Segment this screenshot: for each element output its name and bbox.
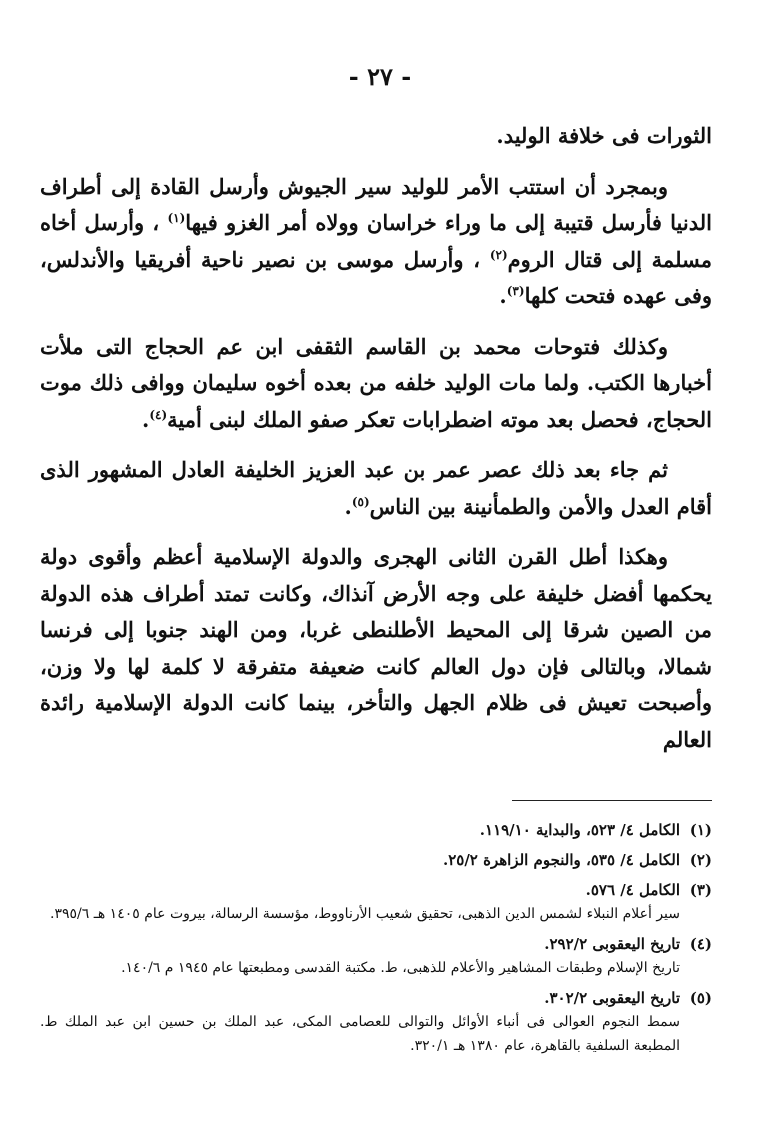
footnote-1: [40, 818, 712, 842]
footnote-2: [40, 848, 712, 872]
footnote-number: (٢): [689, 851, 712, 869]
paragraph-1: [40, 118, 712, 155]
paragraph-3-text: وكذلك فتوحات محمد بن القاسم الثقفى ابن عم الحجاج التى ملأت أخبارها الكتب. ولما مات الوليد خلفه من بعده أخوه سليمان ووافى ذلك موت الحجاج، فحصل بعد موته اضطرابات تعكر صفو الملك لبنى أمية: [40, 333, 712, 432]
footnote-text: تاريخ اليعقوبى ٣٠٢/٢.: [544, 989, 680, 1007]
footnote-text: الكامل ٤/ ٥٣٥، والنجوم الزاهرة ٢٥/٢.: [442, 851, 680, 869]
footnote-ref-3: (٣): [506, 284, 525, 298]
footnote-3: [40, 878, 712, 926]
footnote-subtext: سير أعلام النبلاء لشمس الدين الذهبى، تحقيق شعيب الأرناووط، مؤسسة الرسالة، بيروت عام ١٤٠٥ هـ ٣٩٥/٦.: [50, 906, 680, 922]
paragraph-2-mid-1: ، وأرسل أخاه مسلمة إلى قتال الروم: [40, 210, 713, 272]
footnotes: [40, 818, 712, 1064]
footnote-text: الكامل ٤/ ٥٧٦.: [585, 881, 680, 899]
footnote-divider: [512, 800, 712, 801]
paragraph-2-text: وبمجرد أن استتب الأمر للوليد سير الجيوش وأرسل القادة إلى أطراف الدنيا فأرسل قتيبة إلى ما وراء خراسان وولاه أمر الغزو فيها: [40, 173, 712, 235]
footnote-text: الكامل ٤/ ٥٢٣، والبداية ١١٩/١٠.: [479, 821, 680, 839]
footnote-number: (١): [689, 821, 712, 839]
footnote-text: تاريخ اليعقوبى ٢٩٢/٢.: [544, 935, 680, 953]
footnote-subtext: سمط النجوم العوالى فى أنباء الأوائل والتوالى للعصامى المكى، عبد الملك بن حسين ابن عبد الملك ط. المطبعة السلفية بالقاهرة، عام ١٣٨٠ هـ ٣٢٠/١.: [40, 1014, 680, 1054]
paragraph-5-text: وهكذا أطل القرن الثانى الهجرى والدولة الإسلامية أعظم وأقوى دولة يحكمها أفضل خليفة على وجه الأرض آنذاك، وكانت تمتد أطراف هذه الدولة من الصين شرقا إلى المحيط الأطلنطى غربا، ومن الهند جنوبا إلى فرنسا شمالا، وبالتالى فإن دول العالم كانت ضعيفة متفرقة لا كلمة لها ولا وزن، وأصبحت تعيش فى ظلام الجهل والتأخر، بينما كانت الدولة الإسلامية رائدة العالم: [40, 544, 712, 752]
paragraph-4-end: .: [344, 493, 352, 519]
footnote-number: (٥): [689, 989, 712, 1007]
paragraph-3: [40, 329, 712, 439]
main-text: [40, 118, 712, 772]
page-number: - ٢٧ -: [348, 62, 412, 91]
footnote-ref-1: (١): [167, 211, 186, 225]
paragraph-3-end: .: [142, 406, 150, 432]
footnote-5: [40, 986, 712, 1058]
paragraph-4-text: ثم جاء بعد ذلك عصر عمر بن عبد العزيز الخليفة العادل المشهور الذى أقام العدل والأمن والطمأنينة بين الناس: [40, 457, 712, 519]
footnote-number: (٤): [689, 935, 712, 953]
paragraph-2-mid-2: ، وأرسل موسى بن نصير ناحية أفريقيا والأندلس، وفى عهده فتحت كلها: [40, 246, 712, 308]
footnote-ref-4: (٤): [149, 407, 168, 422]
paragraph-1-text: الثورات فى خلافة الوليد.: [496, 123, 712, 148]
footnote-subtext: تاريخ الإسلام وطبقات المشاهير والأعلام للذهبى، ط. مكتبة القدسى ومطبعتها عام ١٩٤٥ م ١٤٠/٦.: [121, 960, 680, 976]
paragraph-2-end: .: [499, 283, 507, 308]
footnote-4: [40, 932, 712, 980]
footnote-ref-2: (٢): [489, 247, 508, 262]
footnote-number: (٣): [689, 881, 712, 899]
paragraph-2: [40, 169, 712, 315]
paragraph-5: [40, 539, 712, 758]
footnote-ref-5: (٥): [351, 494, 370, 509]
paragraph-4: [40, 452, 712, 525]
